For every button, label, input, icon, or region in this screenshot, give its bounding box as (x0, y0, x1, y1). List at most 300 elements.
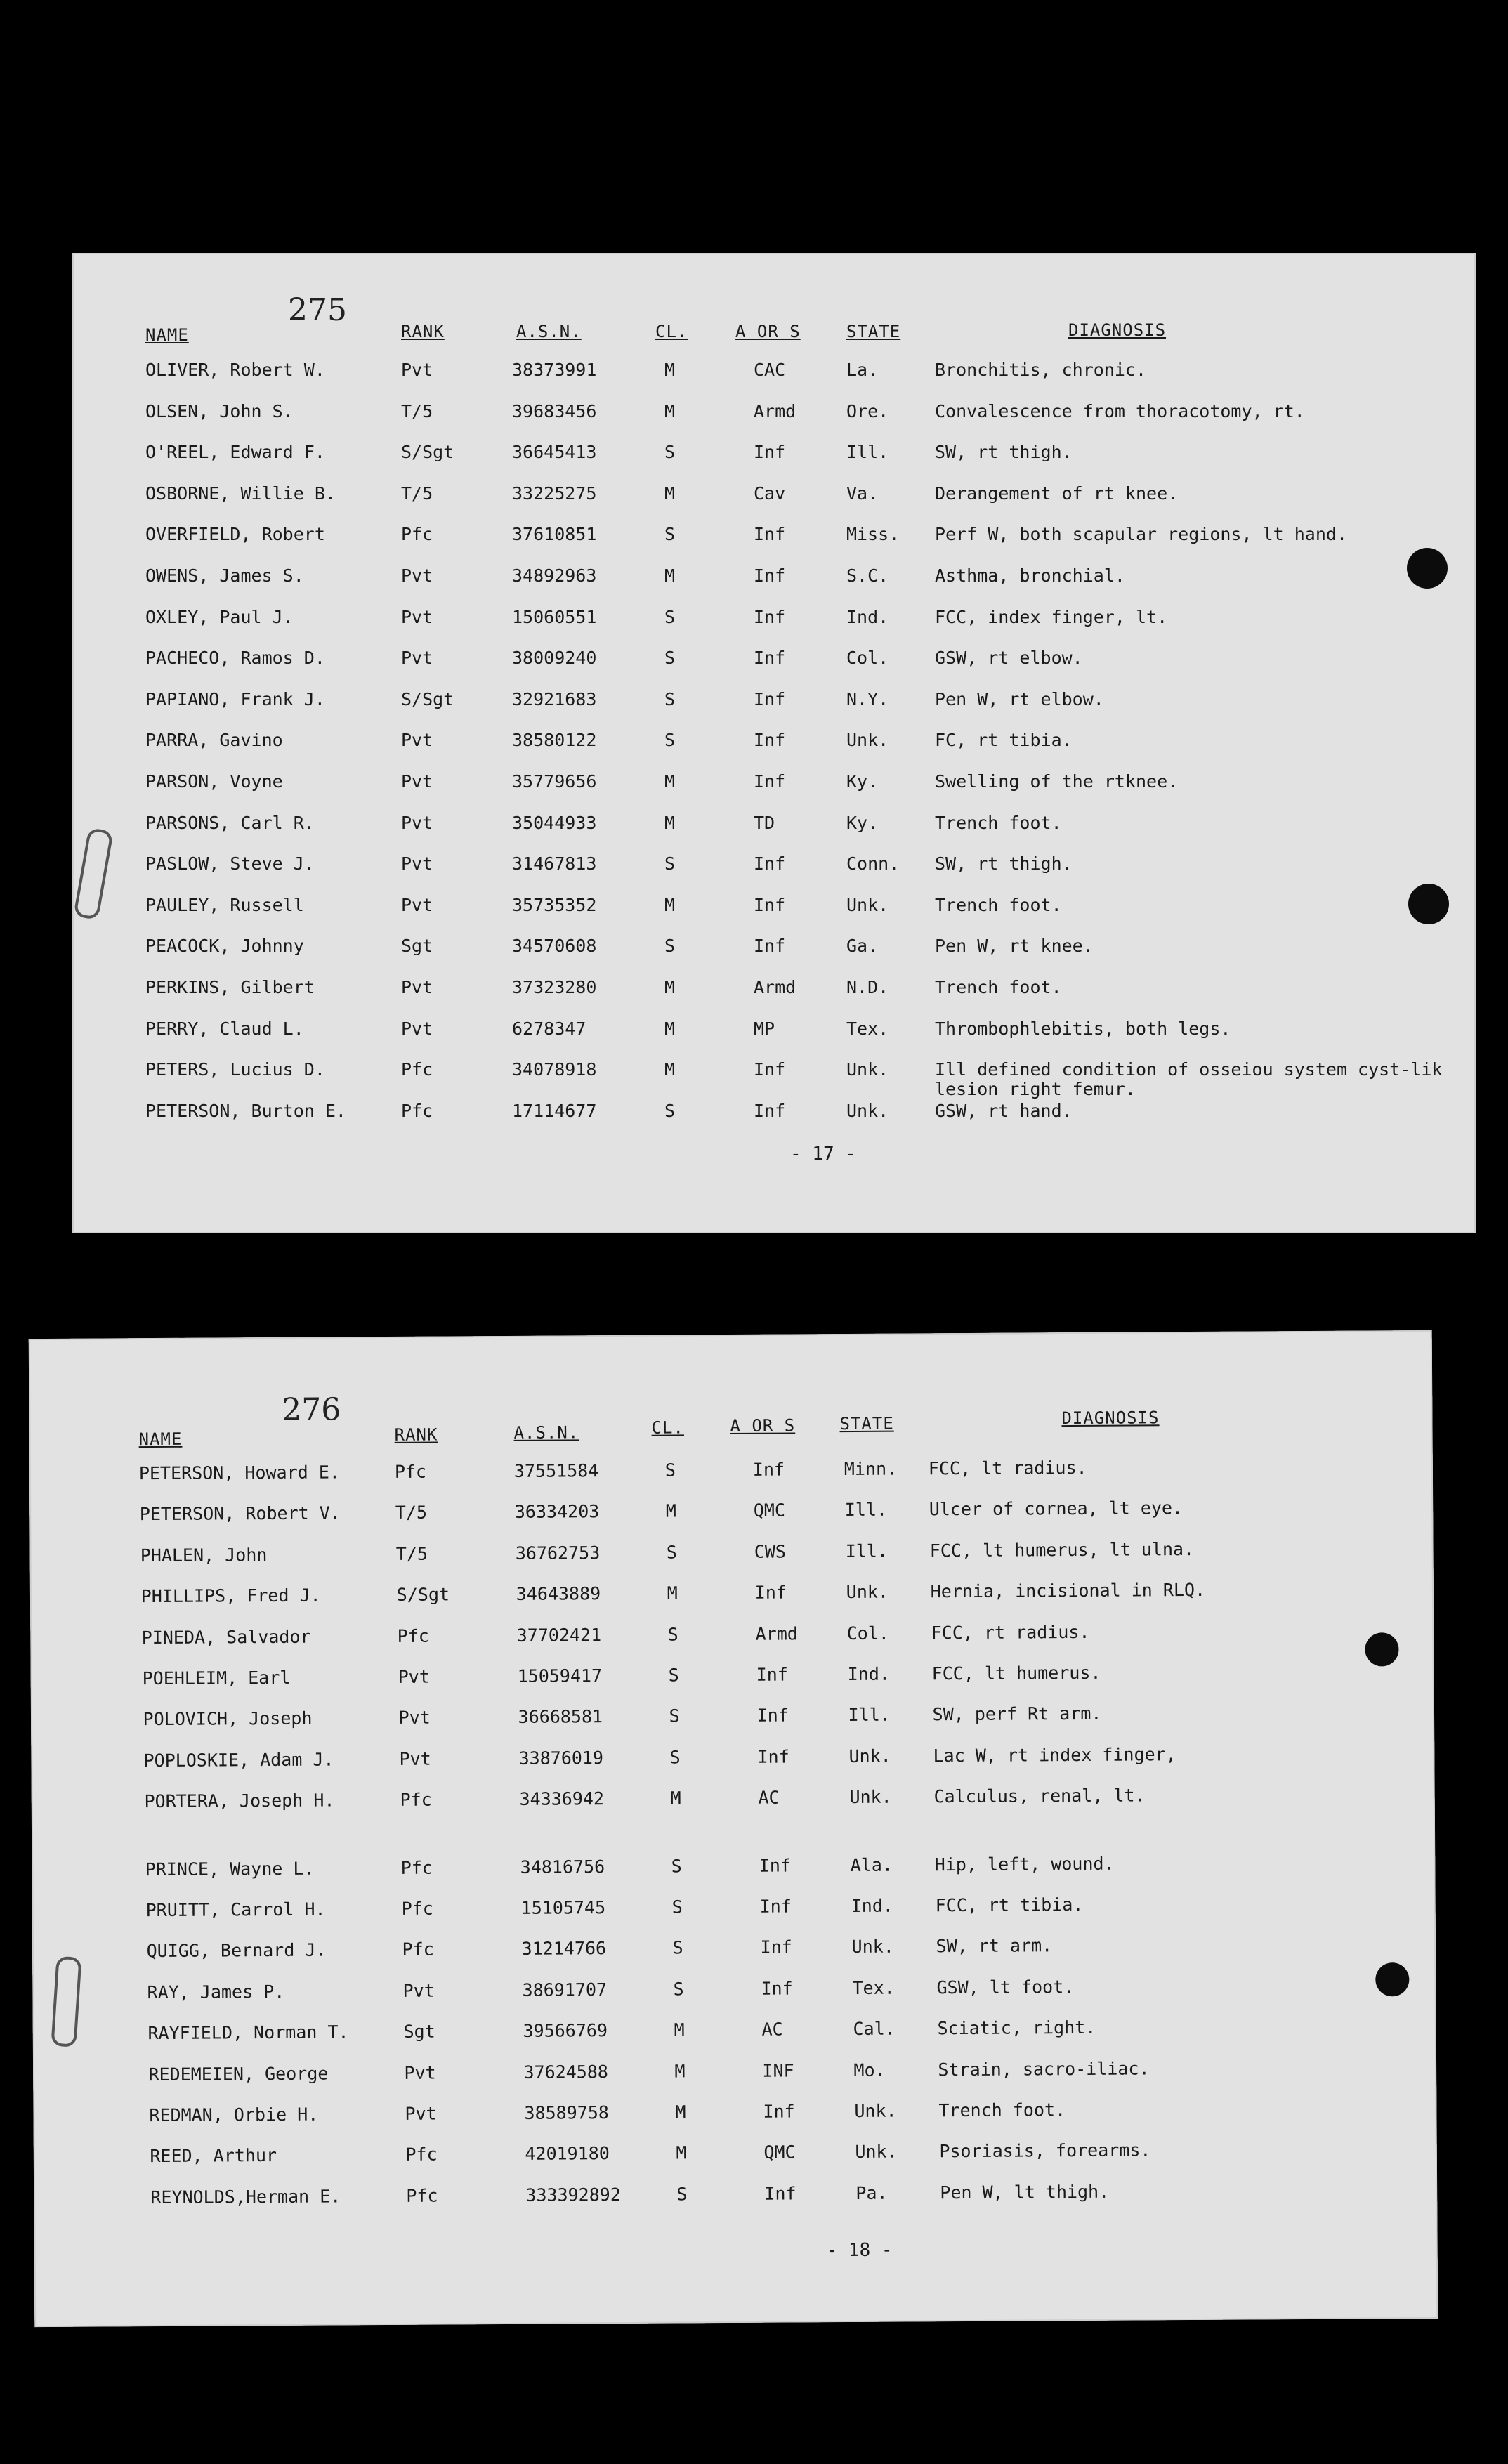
cell-aors: Inf (763, 2101, 795, 2122)
table-row (32, 1933, 1436, 1970)
cell-aors: CWS (754, 1541, 787, 1562)
cell-state: Ind. (851, 1895, 893, 1916)
cell-rank: Pvt (399, 1748, 431, 1769)
cell-aors: Inf (754, 524, 786, 545)
cell-name: POLOVICH, Joseph (143, 1708, 313, 1730)
table-row (31, 1660, 1434, 1697)
table-row (32, 1892, 1436, 1929)
table-row (72, 648, 1476, 676)
cell-name: OSBORNE, Willie B. (145, 483, 336, 504)
cell-aors: Inf (754, 1100, 786, 1121)
table-row (72, 977, 1476, 1005)
cell-state: Mo. (853, 2059, 886, 2080)
cell-diagnosis: FCC, lt radius. (928, 1457, 1087, 1479)
cell-cl: S (664, 853, 676, 874)
cell-aors: QMC (753, 1500, 786, 1521)
record-sheet-275 (72, 253, 1476, 1233)
cell-aors: Inf (754, 648, 786, 669)
cell-state: Ill. (848, 1705, 891, 1726)
cell-rank: Pvt (405, 2103, 437, 2124)
cell-diagnosis: Sciatic, right. (937, 2017, 1096, 2039)
cell-rank: Pfc (401, 1059, 433, 1080)
table-row (72, 936, 1476, 964)
cell-diagnosis: Hernia, incisional in RLQ. (930, 1580, 1206, 1602)
table-row (72, 360, 1476, 388)
punch-hole (1408, 884, 1449, 924)
cell-rank: Pvt (401, 606, 433, 627)
cell-aors: Inf (759, 1855, 791, 1876)
cell-name: PHALEN, John (140, 1544, 268, 1566)
cell-asn: 34570608 (512, 936, 597, 957)
cell-aors: Armd (754, 977, 796, 997)
cell-name: PETERSON, Howard E. (138, 1462, 340, 1484)
cell-diagnosis: Derangement of rt knee. (935, 483, 1179, 504)
cell-asn: 35044933 (512, 812, 597, 833)
cell-name: OWENS, James S. (145, 565, 304, 586)
cell-aors: Inf (754, 853, 786, 874)
header-state: STATE (846, 322, 901, 341)
cell-name: REDEMEIEN, George (148, 2063, 329, 2085)
cell-state: Ga. (846, 936, 879, 957)
cell-aors: Inf (754, 1582, 787, 1603)
cell-aors: MP (754, 1018, 775, 1039)
table-row (72, 1018, 1476, 1047)
cell-asn: 32921683 (512, 688, 597, 709)
record-sheet-276 (29, 1330, 1438, 2327)
header-rank: RANK (401, 322, 445, 341)
cell-diagnosis: Perf W, both scapular regions, lt hand. (935, 524, 1347, 545)
cell-aors: TD (754, 812, 775, 833)
cell-rank: Sgt (401, 936, 433, 957)
cell-asn: 34078918 (512, 1059, 597, 1080)
cell-aors: AC (758, 1787, 780, 1808)
cell-cl: M (664, 360, 676, 380)
cell-name: OXLEY, Paul J. (145, 606, 294, 627)
cell-rank: Pfc (406, 2185, 438, 2206)
cell-name: PARRA, Gavino (145, 730, 283, 751)
cell-aors: Inf (754, 1059, 786, 1080)
cell-name: PRUITT, Carrol H. (145, 1899, 326, 1921)
table-row (72, 483, 1476, 511)
cell-diagnosis: Strain, sacro-iliac. (938, 2057, 1150, 2080)
table-row (72, 853, 1476, 882)
header-name: NAME (138, 1429, 183, 1450)
cell-diagnosis: Pen W, rt knee. (935, 936, 1094, 957)
cell-state: Tex. (846, 1018, 889, 1039)
cell-cl: S (664, 524, 676, 545)
cell-diagnosis: Pen W, lt thigh. (940, 2181, 1110, 2203)
cell-name: PRINCE, Wayne L. (145, 1858, 315, 1880)
cell-cl: S (664, 606, 676, 627)
cell-name: REDMAN, Orbie H. (149, 2104, 319, 2126)
cell-aors: Armd (755, 1623, 799, 1644)
cell-aors: QMC (763, 2142, 796, 2163)
table-row (72, 1059, 1476, 1100)
table-row (32, 1783, 1435, 1820)
cell-asn: 31467813 (512, 853, 597, 874)
cell-aors: Inf (764, 2183, 796, 2204)
cell-state: Unk. (855, 2141, 898, 2163)
cell-aors: Inf (761, 1978, 793, 1999)
cell-diagnosis: Trench foot. (935, 894, 1062, 915)
cell-rank: T/5 (401, 400, 433, 421)
cell-cl: M (674, 2061, 686, 2082)
table-row (72, 895, 1476, 923)
table-row (30, 1619, 1434, 1656)
cell-rank: Pvt (401, 771, 433, 792)
cell-asn: 35735352 (512, 894, 597, 915)
cell-name: REED, Arthur (150, 2145, 277, 2167)
punch-hole (1365, 1632, 1398, 1666)
cell-cl: S (671, 1896, 683, 1918)
cell-cl: M (664, 1018, 676, 1039)
cell-rank: T/5 (401, 483, 433, 504)
table-row (72, 771, 1476, 799)
cell-rank: S/Sgt (401, 688, 454, 709)
cell-state: Unk. (846, 894, 889, 915)
table-row (31, 1701, 1434, 1738)
records-table (29, 1330, 1438, 2327)
cell-state: Conn. (846, 853, 900, 874)
cell-rank: Pvt (401, 812, 433, 833)
cell-cl: M (664, 771, 676, 792)
cell-name: PAULEY, Russell (145, 894, 304, 915)
cell-rank: Pfc (402, 1939, 434, 1960)
cell-name: POEHLEIM, Earl (142, 1667, 291, 1689)
cell-state: Ala. (850, 1854, 893, 1875)
cell-cl: M (664, 977, 676, 997)
cell-diagnosis: GSW, lt foot. (936, 1976, 1075, 1998)
cell-aors: Inf (754, 565, 786, 586)
cell-rank: T/5 (395, 1502, 428, 1523)
cell-cl: M (676, 2142, 687, 2163)
cell-cl: M (664, 400, 676, 421)
table-row (34, 2180, 1437, 2216)
cell-rank: Pvt (401, 853, 433, 874)
cell-rank: Pfc (397, 1625, 429, 1646)
cell-name: PERKINS, Gilbert (145, 977, 315, 997)
cell-rank: S/Sgt (401, 442, 454, 463)
cell-rank: T/5 (395, 1543, 428, 1564)
cell-diagnosis: Psoriasis, forearms. (939, 2139, 1151, 2162)
cell-cl: M (664, 565, 676, 586)
cell-aors: Inf (759, 1896, 792, 1917)
cell-asn: 39683456 (512, 400, 597, 421)
cell-name: O'REEL, Edward F. (145, 442, 325, 463)
cell-state: Pa. (855, 2182, 888, 2203)
header-a-or-s: A OR S (735, 322, 801, 341)
cell-diagnosis: Calculus, renal, lt. (933, 1785, 1146, 1807)
cell-name: OVERFIELD, Robert (145, 524, 325, 545)
cell-aors: Inf (754, 936, 786, 957)
cell-name: PHILLIPS, Fred J. (140, 1585, 321, 1607)
cell-cl: M (664, 812, 676, 833)
cell-cl: S (664, 648, 676, 669)
cell-state: Ind. (847, 1663, 890, 1685)
cell-cl: S (664, 936, 676, 957)
cell-asn: 35779656 (512, 771, 597, 792)
cell-asn: 34336942 (519, 1788, 605, 1810)
cell-rank: Pfc (405, 2144, 438, 2165)
cell-state: Col. (846, 1623, 889, 1644)
cell-asn: 38589758 (524, 2102, 609, 2123)
cell-state: Unk. (849, 1786, 892, 1808)
cell-cl: S (669, 1747, 681, 1768)
cell-cl: S (672, 1937, 683, 1958)
cell-rank: Pfc (400, 1857, 433, 1878)
cell-name: OLIVER, Robert W. (145, 360, 325, 380)
header-cl: CL. (655, 322, 688, 341)
cell-name: RAYFIELD, Norman T. (147, 2021, 349, 2044)
cell-asn: 38580122 (512, 730, 597, 751)
cell-diagnosis: SW, rt arm. (936, 1935, 1053, 1957)
page-footer: - 17 - (790, 1143, 856, 1165)
punch-hole (1407, 548, 1448, 589)
cell-diagnosis: Convalescence from thoracotomy, rt. (935, 400, 1305, 421)
table-row (72, 442, 1476, 470)
cell-rank: Pfc (401, 1100, 433, 1121)
cell-diagnosis: Pen W, rt elbow. (935, 688, 1104, 709)
cell-asn: 38373991 (512, 360, 597, 380)
cell-state: La. (846, 360, 879, 380)
cell-state: Ill. (844, 1500, 888, 1521)
page-number: 275 (288, 292, 347, 328)
cell-aors: Inf (754, 771, 786, 792)
cell-diagnosis: Trench foot. (938, 2099, 1066, 2121)
cell-cl: M (664, 894, 676, 915)
cell-rank: Pvt (404, 2062, 436, 2083)
cell-state: N.Y. (846, 688, 889, 709)
records-table (72, 253, 1476, 1233)
cell-asn: 37624588 (523, 2061, 609, 2083)
cell-cl: S (664, 1100, 676, 1121)
cell-diagnosis: GSW, rt elbow. (935, 648, 1083, 669)
cell-cl: M (674, 2019, 685, 2040)
cell-aors: Inf (754, 442, 786, 463)
cell-asn: 34892963 (512, 565, 597, 586)
cell-name: RAY, James P. (147, 1981, 285, 2003)
cell-state: Ind. (846, 606, 889, 627)
cell-rank: Pfc (401, 1898, 433, 1919)
cell-cl: S (673, 1979, 684, 2000)
cell-state: Unk. (846, 730, 889, 751)
cell-name: PINEDA, Salvador (141, 1626, 311, 1648)
cell-rank: Pvt (398, 1666, 430, 1687)
cell-cl: M (675, 2102, 686, 2123)
cell-state: Unk. (848, 1745, 891, 1767)
table-row (32, 1974, 1436, 2011)
cell-name: PETERSON, Burton E. (145, 1100, 346, 1121)
cell-rank: Pvt (401, 977, 433, 997)
cell-asn: 33225275 (512, 483, 597, 504)
cell-asn: 15060551 (512, 606, 597, 627)
table-row (72, 565, 1476, 594)
cell-rank: Pvt (401, 565, 433, 586)
cell-diagnosis: Trench foot. (935, 977, 1062, 997)
cell-name: PARSON, Voyne (145, 771, 283, 792)
table-row (33, 2056, 1436, 2092)
cell-asn: 17114677 (512, 1100, 597, 1121)
cell-name: POPLOSKIE, Adam J. (143, 1749, 334, 1771)
cell-name: PACHECO, Ramos D. (145, 648, 325, 669)
cell-diagnosis: SW, rt thigh. (935, 442, 1073, 463)
cell-asn: 333392892 (525, 2184, 621, 2206)
cell-asn: 42019180 (525, 2143, 610, 2165)
cell-rank: Pfc (401, 524, 433, 545)
cell-diagnosis: Swelling of the rtknee. (935, 771, 1179, 792)
cell-asn: 38009240 (512, 648, 597, 669)
cell-asn: 31214766 (521, 1938, 607, 1960)
cell-rank: Sgt (403, 2021, 435, 2043)
cell-name: PETERSON, Robert V. (139, 1502, 341, 1525)
table-row (31, 1743, 1434, 1779)
table-row (72, 813, 1476, 841)
cell-asn: 37702421 (516, 1624, 602, 1646)
cell-rank: Pvt (401, 1018, 433, 1039)
cell-diagnosis: Ulcer of cornea, lt eye. (929, 1498, 1184, 1520)
cell-name: REYNOLDS,Herman E. (150, 2186, 341, 2208)
cell-cl: S (668, 1665, 679, 1686)
cell-asn: 36668581 (518, 1706, 603, 1728)
cell-aors: Inf (756, 1705, 789, 1726)
cell-diagnosis: SW, rt thigh. (935, 853, 1073, 874)
cell-state: Unk. (846, 1100, 889, 1121)
cell-rank: Pvt (401, 360, 433, 380)
cell-diagnosis: FCC, rt tibia. (935, 1894, 1084, 1916)
cell-asn: 34816756 (520, 1856, 605, 1878)
cell-diagnosis: Hip, left, wound. (934, 1853, 1115, 1875)
cell-asn: 37610851 (512, 524, 597, 545)
header-rank: RANK (394, 1424, 438, 1445)
cell-cl: M (665, 1500, 676, 1521)
cell-aors: Inf (754, 730, 786, 751)
cell-rank: Pvt (398, 1708, 431, 1729)
cell-state: Miss. (846, 524, 900, 545)
cell-asn: 34643889 (516, 1583, 601, 1605)
cell-state: Col. (846, 648, 889, 669)
cell-rank: Pfc (394, 1461, 427, 1482)
cell-diagnosis: FCC, rt radius. (931, 1621, 1090, 1643)
cell-aors: Inf (756, 1664, 788, 1685)
cell-state: Ill. (846, 442, 889, 463)
table-row (72, 401, 1476, 429)
page-number: 276 (282, 1391, 341, 1428)
cell-name: PERRY, Claud L. (145, 1018, 304, 1039)
header-diagnosis: DIAGNOSIS (1061, 1408, 1160, 1429)
cell-cl: M (667, 1582, 678, 1604)
page-footer: - 18 - (826, 2239, 893, 2262)
cell-state: Unk. (851, 1936, 894, 1958)
cell-aors: Inf (752, 1459, 785, 1480)
cell-aors: INF (762, 2060, 794, 2081)
header-state: STATE (839, 1413, 894, 1434)
cell-diagnosis-continued: lesion right femur. (935, 1079, 1136, 1100)
header-asn: A.S.N. (516, 322, 582, 341)
cell-diagnosis: Ill defined condition of osseiou system cyst-lik (935, 1059, 1443, 1080)
cell-asn: 15105745 (520, 1897, 606, 1918)
cell-state: Ill. (845, 1540, 889, 1561)
cell-asn: 36645413 (512, 442, 597, 463)
cell-state: Unk. (854, 2100, 897, 2121)
cell-diagnosis: FCC, lt humerus. (931, 1662, 1101, 1684)
table-row (29, 1496, 1433, 1533)
cell-aors: Inf (760, 1937, 792, 1958)
cell-asn: 15059417 (517, 1665, 603, 1686)
cell-asn: 36334203 (514, 1501, 600, 1523)
cell-cl: M (664, 1059, 676, 1080)
cell-diagnosis: GSW, rt hand. (935, 1100, 1073, 1121)
cell-diagnosis: Bronchitis, chronic. (935, 360, 1147, 380)
table-row (30, 1538, 1434, 1574)
cell-aors: Cav (754, 483, 786, 504)
cell-rank: Pfc (400, 1789, 432, 1811)
cell-asn: 38691707 (522, 1979, 608, 2000)
cell-cl: S (666, 1542, 677, 1563)
cell-name: PARSONS, Carl R. (145, 812, 315, 833)
cell-cl: S (664, 442, 676, 463)
cell-cl: S (664, 730, 676, 751)
cell-name: PASLOW, Steve J. (145, 853, 315, 874)
cell-aors: Inf (754, 894, 786, 915)
cell-aors: Inf (754, 688, 786, 709)
cell-rank: Pvt (402, 1980, 435, 2001)
cell-state: Minn. (844, 1458, 898, 1480)
cell-name: PEACOCK, Johnny (145, 936, 304, 957)
cell-cl: S (671, 1856, 682, 1877)
cell-aors: Armd (754, 400, 796, 421)
cell-aors: CAC (754, 360, 786, 380)
table-row (33, 2097, 1436, 2134)
cell-state: N.D. (846, 977, 889, 997)
cell-state: Cal. (853, 2018, 896, 2040)
cell-diagnosis: SW, perf Rt arm. (932, 1703, 1102, 1725)
cell-rank: S/Sgt (396, 1584, 450, 1606)
cell-asn: 6278347 (512, 1018, 586, 1039)
table-row (72, 607, 1476, 635)
table-row (29, 1455, 1433, 1492)
cell-cl: S (669, 1705, 680, 1726)
table-row (33, 2015, 1436, 2052)
cell-cl: S (664, 1460, 676, 1481)
table-row (72, 730, 1476, 758)
cell-name: OLSEN, John S. (145, 400, 294, 421)
punch-hole (1375, 1962, 1409, 1996)
header-name: NAME (145, 325, 189, 345)
cell-asn: 33876019 (518, 1747, 604, 1769)
table-row (34, 2138, 1437, 2175)
cell-diagnosis: Thrombophlebitis, both legs. (935, 1018, 1231, 1039)
cell-diagnosis: Trench foot. (935, 812, 1062, 833)
header-diagnosis: DIAGNOSIS (1068, 320, 1167, 340)
table-row (32, 1851, 1435, 1887)
cell-state: Unk. (846, 1059, 889, 1080)
cell-diagnosis: FCC, index finger, lt. (935, 606, 1168, 627)
table-row (30, 1578, 1434, 1615)
table-row (72, 1101, 1476, 1129)
cell-state: Ky. (846, 771, 879, 792)
cell-rank: Pvt (401, 730, 433, 751)
cell-rank: Pvt (401, 648, 433, 669)
table-row (72, 524, 1476, 552)
cell-diagnosis: Asthma, bronchial. (935, 565, 1125, 586)
cell-aors: AC (761, 2019, 783, 2040)
cell-diagnosis: Lac W, rt index finger, (933, 1743, 1176, 1767)
table-row (72, 689, 1476, 717)
cell-cl: M (664, 483, 676, 504)
cell-asn: 39566769 (523, 2020, 608, 2042)
header-a-or-s: A OR S (730, 1415, 796, 1436)
cell-aors: Inf (754, 606, 786, 627)
